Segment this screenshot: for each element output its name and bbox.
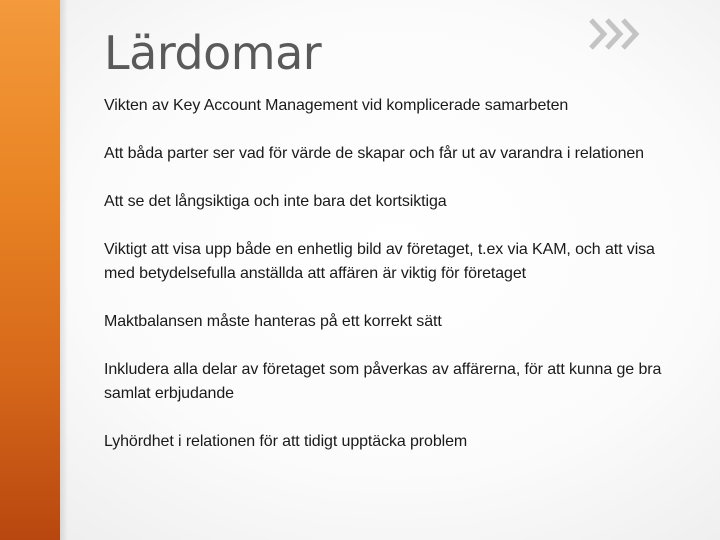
list-item: Inkludera alla delar av företaget som påverkas av affärerna, för att kunna ge bra samlat erbjudande — [104, 361, 662, 402]
list-item: Att båda parter ser vad för värde de skapar och får ut av varandra i relationen — [104, 145, 644, 162]
list-item: Att se det långsiktiga och inte bara det kortsiktiga — [104, 193, 447, 210]
list-item: Maktbalansen måste hanteras på ett korrekt sätt — [104, 313, 442, 330]
bullet-list — [104, 94, 664, 478]
triple-chevron-right-icon — [588, 17, 642, 51]
list-item: Vikten av Key Account Management vid komplicerade samarbeten — [104, 97, 569, 114]
slide-title: Lärdomar — [104, 26, 322, 80]
list-item: Lyhördhet i relationen för att tidigt upptäcka problem — [104, 433, 468, 450]
orange-sidebar — [0, 0, 60, 540]
list-item: Viktigt att visa upp både en enhetlig bild av företaget, t.ex via KAM, och att visa med betydelsefulla anställda att affären är viktig för företaget — [104, 241, 655, 282]
sidebar-shadow — [60, 0, 68, 540]
